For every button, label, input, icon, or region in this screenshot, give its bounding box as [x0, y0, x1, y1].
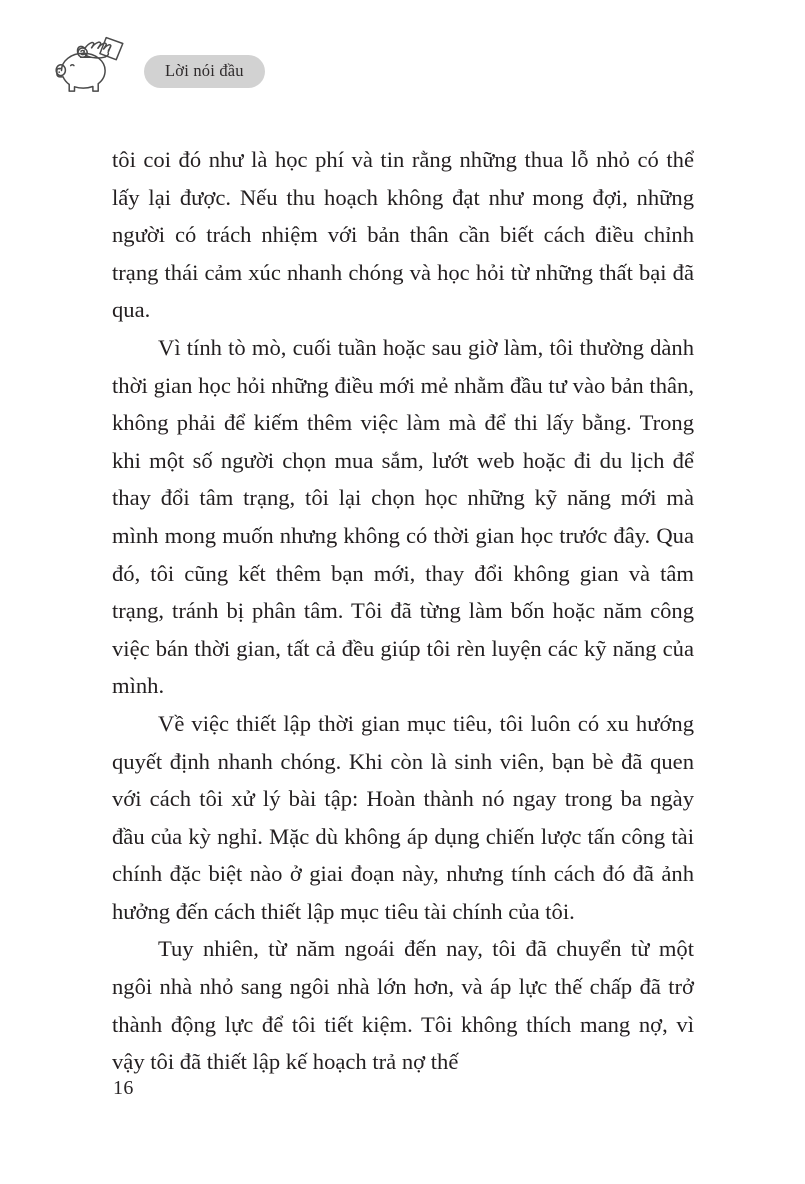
chapter-badge: Lời nói đầu	[144, 55, 265, 88]
paragraph-1: tôi coi đó như là học phí và tin rằng những thua lỗ nhỏ có thể lấy lại được. Nếu thu hoạch không đạt như mong đợi, những người có trách nhiệm với bản thân cần biết cách điều chỉnh trạng thái cảm xúc nhanh chóng và học hỏi từ những thất bại đã qua.	[112, 147, 694, 323]
page-body	[112, 141, 694, 1081]
piggy-bank-coin-hand-icon	[48, 32, 132, 104]
page-number: 16	[113, 1077, 134, 1099]
page-header	[48, 32, 748, 104]
paragraph-2: Vì tính tò mò, cuối tuần hoặc sau giờ làm, tôi thường dành thời gian học hỏi những điều mới mẻ nhằm đầu tư vào bản thân, không phải để kiếm thêm việc làm mà để thi lấy bằng. Trong khi một số người chọn mua sắm, lướt web hoặc đi du lịch để thay đổi tâm trạng, tôi lại chọn học những kỹ năng mới mà mình mong muốn nhưng không có thời gian học trước đây. Qua đó, tôi cũng kết thêm bạn mới, thay đổi không gian và tâm trạng, tránh bị phân tâm. Tôi đã từng làm bốn hoặc năm công việc bán thời gian, tất cả đều giúp tôi rèn luyện các kỹ năng của mình.	[112, 334, 694, 699]
paragraph-3: Về việc thiết lập thời gian mục tiêu, tôi luôn có xu hướng quyết định nhanh chóng. Khi còn là sinh viên, bạn bè đã quen với cách tôi xử lý bài tập: Hoàn thành nó ngay trong ba ngày đầu của kỳ nghỉ. Mặc dù không áp dụng chiến lược tấn công tài chính đặc biệt nào ở giai đoạn này, nhưng tính cách đó đã ảnh hưởng đến cách thiết lập mục tiêu tài chính của tôi.	[112, 710, 694, 924]
paragraph-4: Tuy nhiên, từ năm ngoái đến nay, tôi đã chuyển từ một ngôi nhà nhỏ sang ngôi nhà lớn hơn, và áp lực thế chấp đã trở thành động lực để tôi tiết kiệm. Tôi không thích mang nợ, vì vậy tôi đã thiết lập kế hoạch trả nợ thế	[112, 936, 694, 1075]
